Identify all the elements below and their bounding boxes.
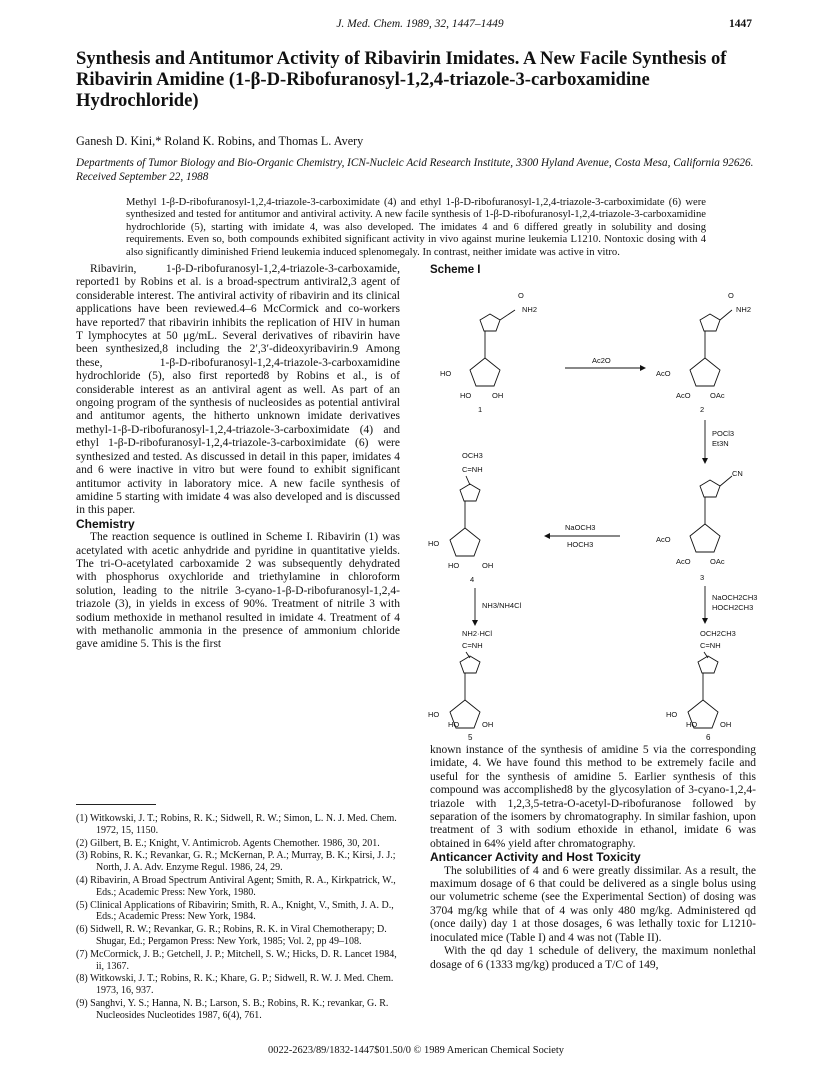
- reagent-naoch2ch3: NaOCH2CH3: [712, 593, 758, 602]
- reference-item: (7) McCormick, J. B.; Getchell, J. P.; Mitchell, S. W.; Hicks, D. R. Lancet 1984, ii, 1367.: [76, 948, 397, 972]
- compound-2-label: 2: [700, 405, 705, 414]
- reference-item: (4) Ribavirin, A Broad Spectrum Antiviral Agent; Smith, R. A., Kirkpatrick, W., Eds.; Academic Press: New York, 1980.: [76, 874, 396, 898]
- compound-6-label: 6: [706, 733, 711, 742]
- reagent-naoch3: NaOCH3: [565, 523, 596, 532]
- compound-1-ho: HO: [440, 369, 452, 378]
- compound-1-oh: OH: [492, 391, 504, 400]
- anticancer-paragraph-1: The solubilities of 4 and 6 were greatly dissimilar. As a result, the maximum dosage of 6 that could be delivered as a single bolus using our volumetric scheme (see the Experimental Section) of dosing was 3704 mg/kg while that of 4 was only 480 mg/kg. Administered qd (once daily) day 1 at those dosages, 6 was lethally toxic for L1210-inoculated mice (Table I) and 4 was not (Table II).: [430, 864, 756, 944]
- compound-4-imine: C=NH: [462, 465, 483, 474]
- scheme-title: Scheme I: [430, 264, 481, 276]
- compound-2-aco: AcO: [656, 369, 671, 378]
- compound-3-aco: AcO: [656, 535, 671, 544]
- compound-4-ho: HO: [428, 539, 440, 548]
- compound-2-o: O: [728, 291, 734, 300]
- compound-5-amidine: NH2·HCl: [462, 629, 492, 638]
- copyright-footer: 0022-2623/89/1832-1447$01.50/0 © 1989 American Chemical Society: [268, 1045, 564, 1056]
- compound-6-ho: HO: [666, 710, 678, 719]
- chemistry-heading: Chemistry: [76, 516, 135, 531]
- reference-item: (8) Witkowski, J. T.; Robins, R. K.; Khare, G. P.; Sidwell, R. W. J. Med. Chem. 1973, 16, 937.: [76, 973, 394, 997]
- reaction-scheme: [420, 280, 760, 730]
- reference-item: (5) Clinical Applications of Ribavirin; Smith, R. A., Knight, V., Smith, J. A. D., Eds.; Academic Press: New York, 1984.: [76, 899, 394, 923]
- compound-2: [656, 291, 751, 414]
- compound-6-ho2: HO: [686, 720, 698, 729]
- reference-item: (1) Witkowski, J. T.; Robins, R. K.; Sidwell, R. W.; Simon, L. N. J. Med. Chem. 1972, 15, 1150.: [76, 813, 397, 836]
- compound-4-label: 4: [470, 575, 475, 584]
- compound-3: [656, 469, 743, 582]
- compound-6-oh: OH: [720, 720, 732, 729]
- compound-4-oh: OH: [482, 561, 494, 570]
- references-divider: [76, 804, 156, 805]
- compound-1-o: O: [518, 291, 524, 300]
- author-list: Ganesh D. Kini,* Roland K. Robins, and Thomas L. Avery: [76, 134, 364, 148]
- right-column: [430, 744, 756, 972]
- compound-3-aco2: AcO: [676, 557, 691, 566]
- reagent-ac2o: Ac2O: [592, 356, 611, 365]
- compound-6-imine: C=NH: [700, 641, 721, 650]
- compound-4-och3: OCH3: [462, 451, 483, 460]
- reagent-pocl3: POCl3: [712, 429, 735, 438]
- abstract: Methyl 1-β-D-ribofuranosyl-1,2,4-triazole-3-carboximidate (4) and ethyl 1-β-D-ribofuranosyl-1,2,4-triazole-3-carboximidate (6) were synthesized and tested for antitumor and antiviral activity. A new facile synthesis of 1-β-D-ribofuranosyl-1,2,4-triazole-3-carboxamidine hydrochloride (5), starting with imidate 4, was also developed. The imidates 4 and 6 differed greatly in solubility and dosing requirements. Even so, both compounds exhibited significant activity in vivo against murine leukemia L1210. Nontoxic dosing with 4 also significantly diminished Friend leukemia induced splenomegaly. In contrast, neither imidate was active in vitro.: [126, 197, 706, 258]
- chemistry-paragraph: The reaction sequence is outlined in Scheme I. Ribavirin (1) was acetylated with acetic anhydride and pyridine in quantitative yields. The tri-O-acetylated carboxamide 2 was subsequently dehydrated with phosphorus oxychloride and triethylamine in chloroform solution, leading to the nitrile 3-cyano-1-β-D-ribofuranosyl-1,2,4-triazole (3), in yields in excess of 90%. Treatment of nitrile 3 with sodium methoxide in methanol resulted in imidate 4. Treatment of 4 with methanolic ammonia in the presence of ammonium chloride gave amidine 5. This is the first: [76, 531, 400, 651]
- compound-3-cn: CN: [732, 469, 743, 478]
- reference-item: (6) Sidwell, R. W.; Revankar, G. R.; Robins, R. K. in Viral Chemotherapy; D. Shugar, Ed.; Pergamon Press: New York, 1985; Vol. 2, pp 49–108.: [76, 924, 387, 947]
- anticancer-heading: Anticancer Activity and Host Toxicity: [430, 850, 641, 865]
- compound-6-och2ch3: OCH2CH3: [700, 629, 736, 638]
- compound-5-ho2: HO: [448, 720, 460, 729]
- anticancer-paragraph-2: With the qd day 1 schedule of delivery, the maximum nonlethal dosage of 6 (1333 mg/kg) produced a T/C of 149,: [430, 945, 756, 971]
- compound-2-oac: OAc: [710, 391, 725, 400]
- reagent-hoch3: HOCH3: [567, 540, 594, 549]
- reference-item: (9) Sanghvi, Y. S.; Hanna, N. B.; Larson, S. B.; Robins, R. K.; revankar, G. R. Nucleosides Nucleotides 1987, 6(4), 761.: [76, 997, 389, 1021]
- compound-5-imine: C=NH: [462, 641, 483, 650]
- reference-item: (2) Gilbert, B. E.; Knight, V. Antimicrob. Agents Chemother. 1986, 30, 201.: [76, 837, 380, 849]
- page-number: 1447: [729, 18, 752, 30]
- compound-2-nh2: NH2: [736, 305, 752, 314]
- compound-6: [666, 629, 736, 729]
- compound-1-nh2: NH2: [522, 305, 538, 314]
- compound-5: [428, 629, 493, 729]
- reagent-hoch2ch3: HOCH2CH3: [712, 603, 754, 612]
- references: [76, 813, 400, 1023]
- left-column: [76, 263, 400, 652]
- compound-1: [440, 291, 537, 414]
- compound-3-label: 3: [700, 573, 705, 582]
- compound-4: [428, 451, 493, 584]
- compound-1-ho2: HO: [460, 391, 472, 400]
- compound-5-oh: OH: [482, 720, 494, 729]
- compound-4-ho2: HO: [448, 561, 460, 570]
- compound-2-aco2: AcO: [676, 391, 691, 400]
- intro-paragraph: Ribavirin, 1-β-D-ribofuranosyl-1,2,4-triazole-3-carboxamide, reported1 by Robins et al. is a broad-spectrum antiviral2,3 agent of considerable interest. The antiviral activity of ribavirin and its clinical applications have been reviewed.4–6 McCormick and co-workers have reported7 that ribavirin inhibits the replication of HIV in human T lymphocytes at 50 μg/mL. Several derivatives of ribavirin have been synthesized,8 including the 2′,3′-dideoxyribavirin.9 Among these, 1-β-D-ribofuranosyl-1,2,4-triazole-3-carboxamidine hydrochloride (5), also first reported8 by Robins et al., is of considerable interest as an antiviral agent as well. As part of an ongoing program of the synthesis of nucleosides as potential antiviral and antitumor agents, the hitherto unknown imidate derivatives methyl-1-β-D-ribofuranosyl-1,2,4-triazole-3-carboximidate (4) and ethyl 1-β-D-ribofuranosyl-1,2,4-triazole-3-carboximidate (6) were synthesized and tested. As discussed in detail in this paper, imidates 4 and 6 were inactive in vitro but were found to exhibit significant antitumor activity in laboratory mice. A new facile synthesis of amidine 5 starting with imidate 4 was also developed and is discussed in this paper.: [76, 263, 400, 517]
- article-title: Synthesis and Antitumor Activity of Ribavirin Imidates. A New Facile Synthesis of Ribavirin Amidine (1-β-D-Ribofuranosyl-1,2,4-triazole-3-carboxamidine Hydrochloride): [76, 48, 727, 111]
- affiliation: Departments of Tumor Biology and Bio-Organic Chemistry, ICN-Nucleic Acid Research Institute, 3300 Hyland Avenue, Costa Mesa, California 92626. Received September 22, 1988: [76, 157, 754, 183]
- compound-5-label: 5: [468, 733, 473, 742]
- compound-1-label: 1: [478, 405, 483, 414]
- reagent-et3n: Et3N: [712, 439, 729, 448]
- continuation-paragraph: known instance of the synthesis of amidine 5 via the corresponding imidate, 4. We have found this method to be extremely facile and useful for the synthesis of amidine 5. Earlier synthesis of this compound was accomplished8 by the glycosylation of 3-cyano-1,2,4-triazole with 1,2,3,5-tetra-O-acetyl-D-ribofuranose followed by separation of the isomers by chromatography. In similar fashion, upon treatment of 3 with sodium ethoxide in ethanol, imidate 6 was obtained in 64% yield after chromatography.: [430, 744, 756, 850]
- compound-3-oac: OAc: [710, 557, 725, 566]
- reagent-nh3-nh4cl: NH3/NH4Cl: [482, 601, 522, 610]
- compound-5-ho: HO: [428, 710, 440, 719]
- reference-item: (3) Robins, R. K.; Revankar, G. R.; McKernan, P. A.; Murray, B. K.; Kirsi, J. J.; North, J. A. Adv. Enzyme Regul. 1986, 24, 29.: [76, 850, 396, 874]
- running-header: J. Med. Chem. 1989, 32, 1447–1449: [336, 18, 504, 30]
